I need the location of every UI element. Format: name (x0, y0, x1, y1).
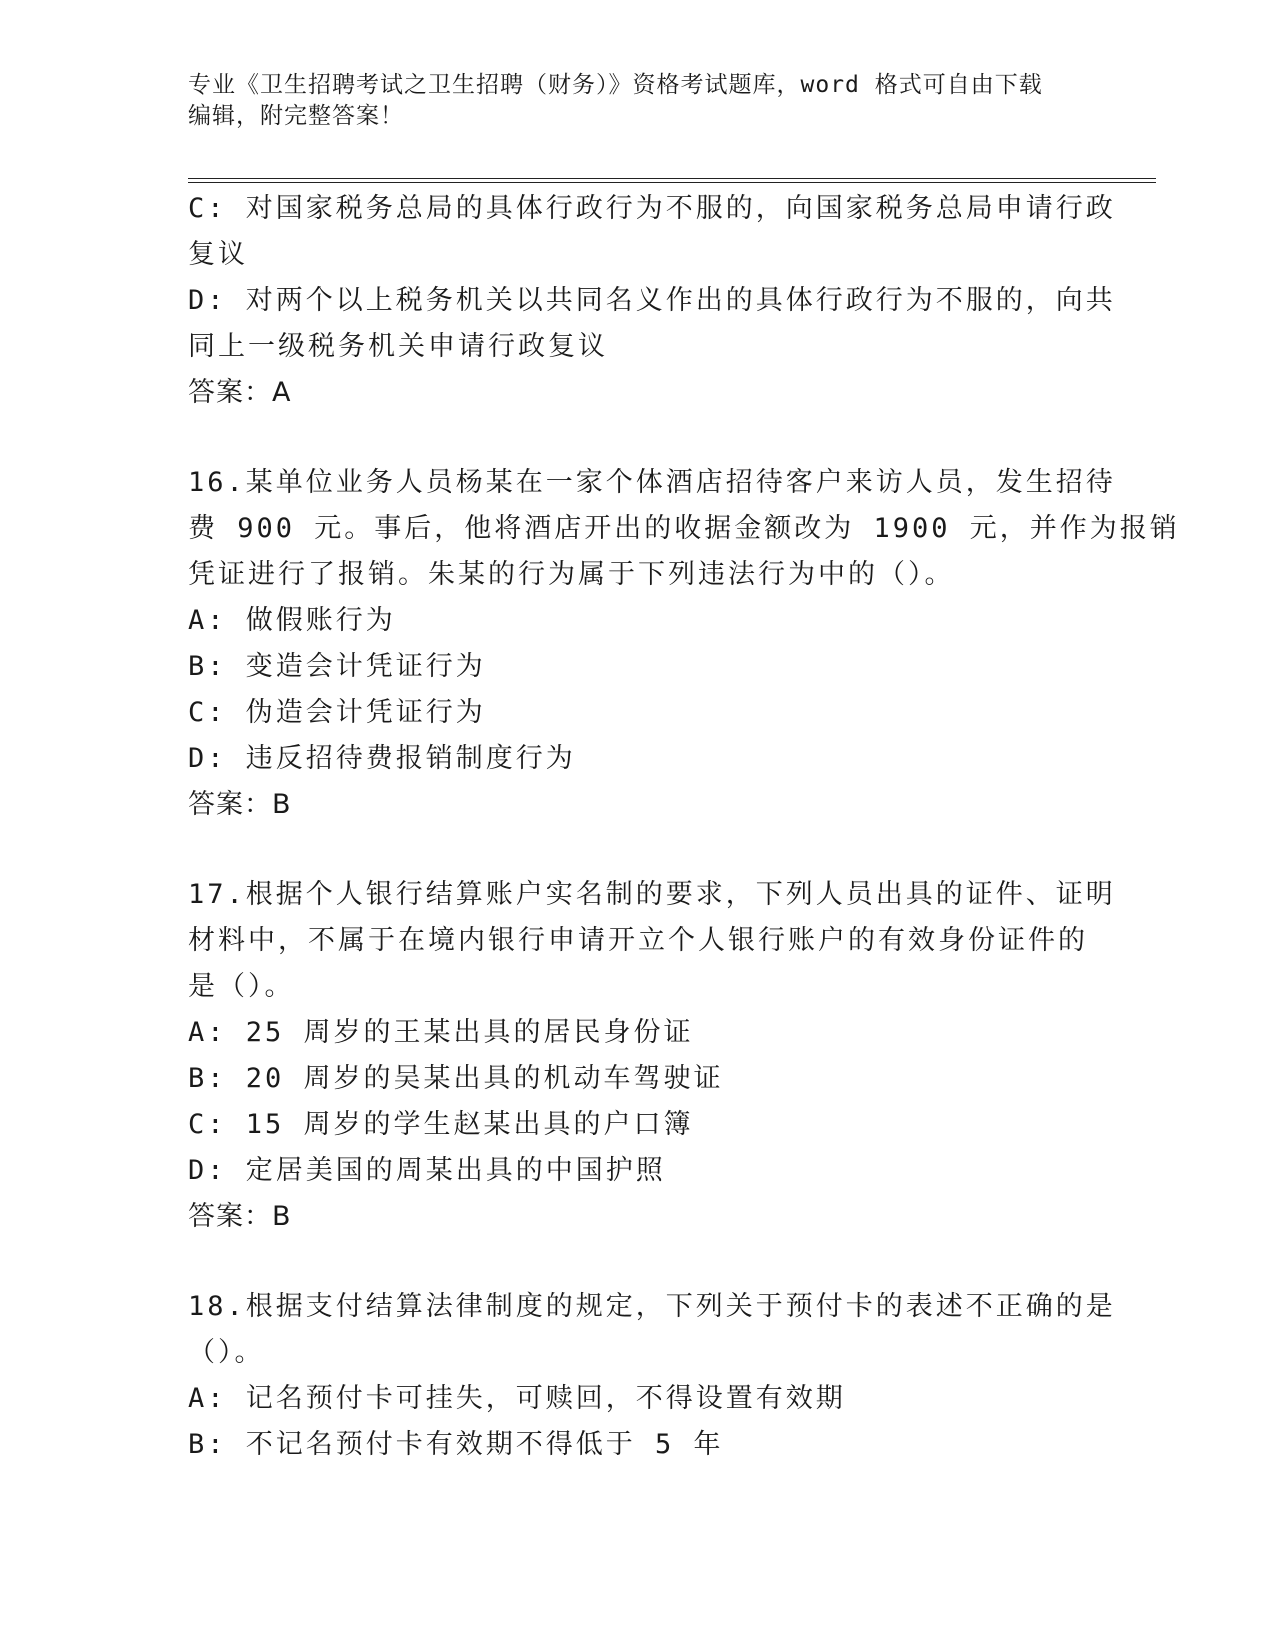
answer-line: 答案：B (188, 789, 292, 820)
question-spacer (188, 416, 1088, 460)
question-15-continued (188, 186, 1116, 416)
question-stem-line: 材料中，不属于在境内银行申请开立个人银行账户的有效身份证件的 (188, 925, 1088, 956)
question-stem-line: 是（）。 (188, 971, 295, 1002)
option-a: A: 25 周岁的王某出具的居民身份证 (188, 1017, 694, 1048)
option-d: D: 定居美国的周某出具的中国护照 (188, 1155, 666, 1186)
option-d: D: 违反招待费报销制度行为 (188, 743, 576, 774)
question-stem-line: （）。 (188, 1337, 265, 1368)
header-line-2: 编辑，附完整答案！ (188, 103, 404, 129)
option-a: A: 记名预付卡可挂失，可赎回，不得设置有效期 (188, 1383, 846, 1414)
question-spacer (188, 828, 1088, 872)
document-body (188, 186, 1180, 1468)
header-rule-bottom (188, 182, 1156, 183)
question-18 (188, 1284, 1116, 1468)
option-c-line-1: C: 对国家税务总局的具体行政行为不服的，向国家税务总局申请行政 (188, 193, 1116, 224)
question-spacer (188, 1240, 1088, 1284)
question-17 (188, 872, 1116, 1240)
answer-line: 答案：B (188, 1201, 292, 1232)
question-stem-line: 18.根据支付结算法律制度的规定，下列关于预付卡的表述不正确的是 (188, 1291, 1116, 1322)
option-d-line-1: D: 对两个以上税务机关以共同名义作出的具体行政行为不服的，向共 (188, 285, 1116, 316)
option-a: A: 做假账行为 (188, 605, 396, 636)
question-stem-line: 费 900 元。事后，他将酒店开出的收据金额改为 1900 元，并作为报销 (188, 513, 1180, 544)
header-rule-top (188, 178, 1156, 179)
answer-line: 答案：A (188, 377, 292, 408)
question-16 (188, 460, 1180, 828)
option-c: C: 伪造会计凭证行为 (188, 697, 486, 728)
header-double-rule (188, 178, 1156, 184)
question-stem-line: 凭证进行了报销。朱某的行为属于下列违法行为中的（）。 (188, 559, 955, 590)
document-header (188, 70, 1088, 132)
question-stem-line: 17.根据个人银行结算账户实名制的要求，下列人员出具的证件、证明 (188, 879, 1116, 910)
option-b: B: 变造会计凭证行为 (188, 651, 486, 682)
question-stem-line: 16.某单位业务人员杨某在一家个体酒店招待客户来访人员，发生招待 (188, 467, 1116, 498)
option-b: B: 20 周岁的吴某出具的机动车驾驶证 (188, 1063, 724, 1094)
option-b: B: 不记名预付卡有效期不得低于 5 年 (188, 1429, 724, 1460)
option-d-line-2: 同上一级税务机关申请行政复议 (188, 331, 608, 362)
option-c-line-2: 复议 (188, 239, 248, 270)
option-c: C: 15 周岁的学生赵某出具的户口簿 (188, 1109, 694, 1140)
header-line-1: 专业《卫生招聘考试之卫生招聘（财务）》资格考试题库，word 格式可自由下载 (188, 72, 1043, 98)
